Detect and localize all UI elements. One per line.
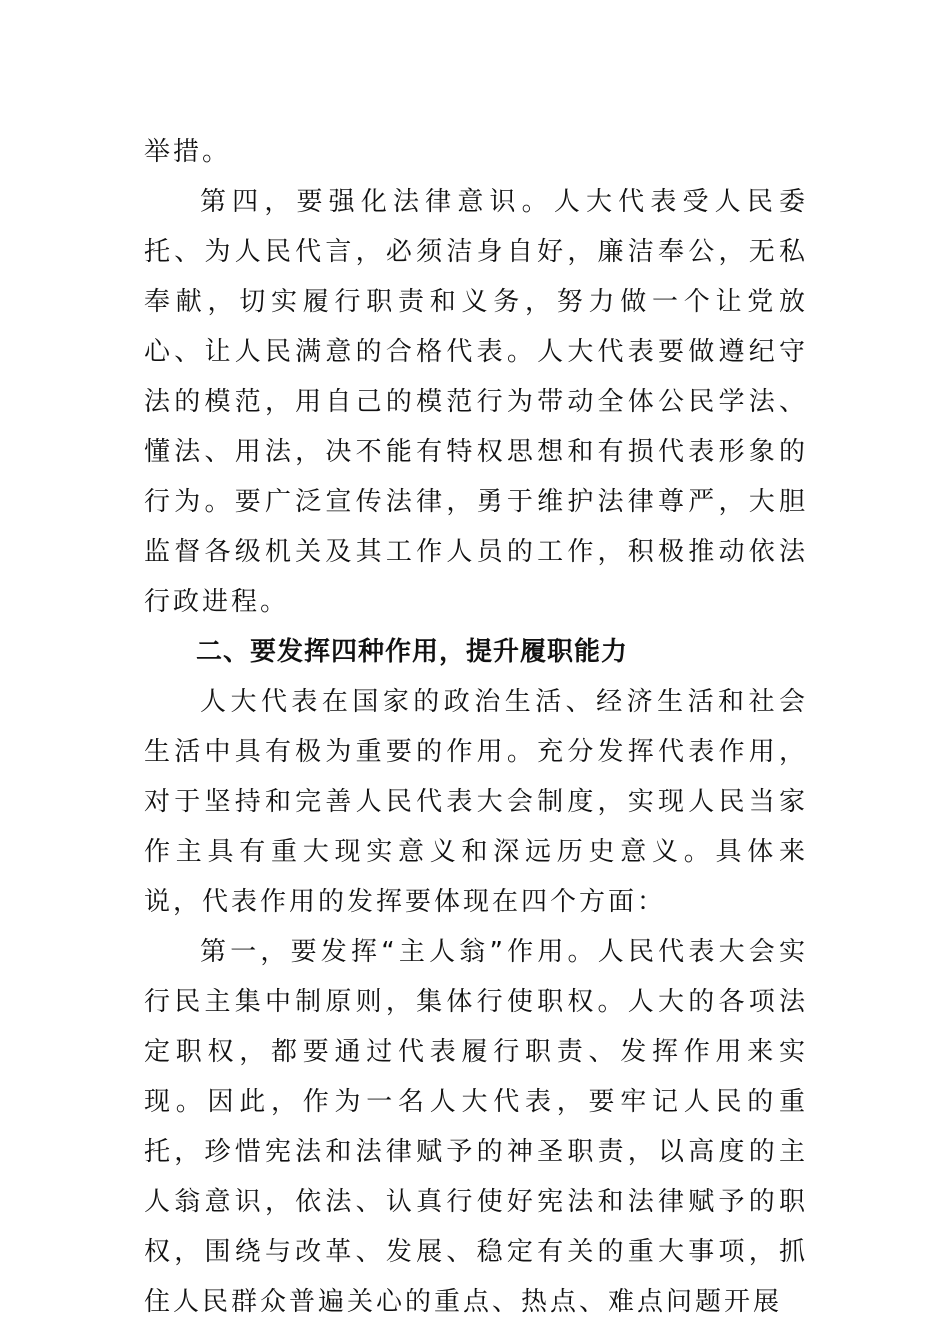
section-heading: 二、要发挥四种作用，提升履职能力: [196, 637, 629, 667]
paragraph-first-lead: 第一，要发挥“主人翁”作用。: [200, 937, 598, 967]
paragraph-fourth-body: 人大代表受人民委托、为人民代言，必须洁身自好，廉洁奉公，无私奉献，切实履行职责和义务，努力做一个让党放心、让人民满意的合格代表。人大代表要做遵纪守法的模范，用自己的模范行为带动全体公民学法、懂法、用法，决不能有特权思想和有损代表形象的行为。要广泛宣传法律，勇于维护法律尊严，大胆监督各级机关及其工作人员的工作，积极推动依法行政进程。: [144, 187, 808, 617]
continuation-text: 举措。: [144, 137, 232, 167]
paragraph-first: [144, 927, 808, 1327]
paragraph-fourth-lead: 第四，要强化法律意识。: [200, 187, 554, 217]
paragraph-fourth: [144, 177, 808, 627]
document-body: [144, 127, 808, 1327]
paragraph-first-body: 人民代表大会实行民主集中制原则，集体行使职权。人大的各项法定职权，都要通过代表履行职责、发挥作用来实现。因此，作为一名人大代表，要牢记人民的重托，珍惜宪法和法律赋予的神圣职责，以高度的主人翁意识，依法、认真行使好宪法和法律赋予的职权，围绕与改革、发展、稳定有关的重大事项，抓住人民群众普遍关心的重点、热点、难点问题开展: [144, 937, 808, 1317]
intro-paragraph: 人大代表在国家的政治生活、经济生活和社会生活中具有极为重要的作用。充分发挥代表作用，对于坚持和完善人民代表大会制度，实现人民当家作主具有重大现实意义和深远历史意义。具体来说，代表作用的发挥要体现在四个方面：: [144, 687, 808, 917]
